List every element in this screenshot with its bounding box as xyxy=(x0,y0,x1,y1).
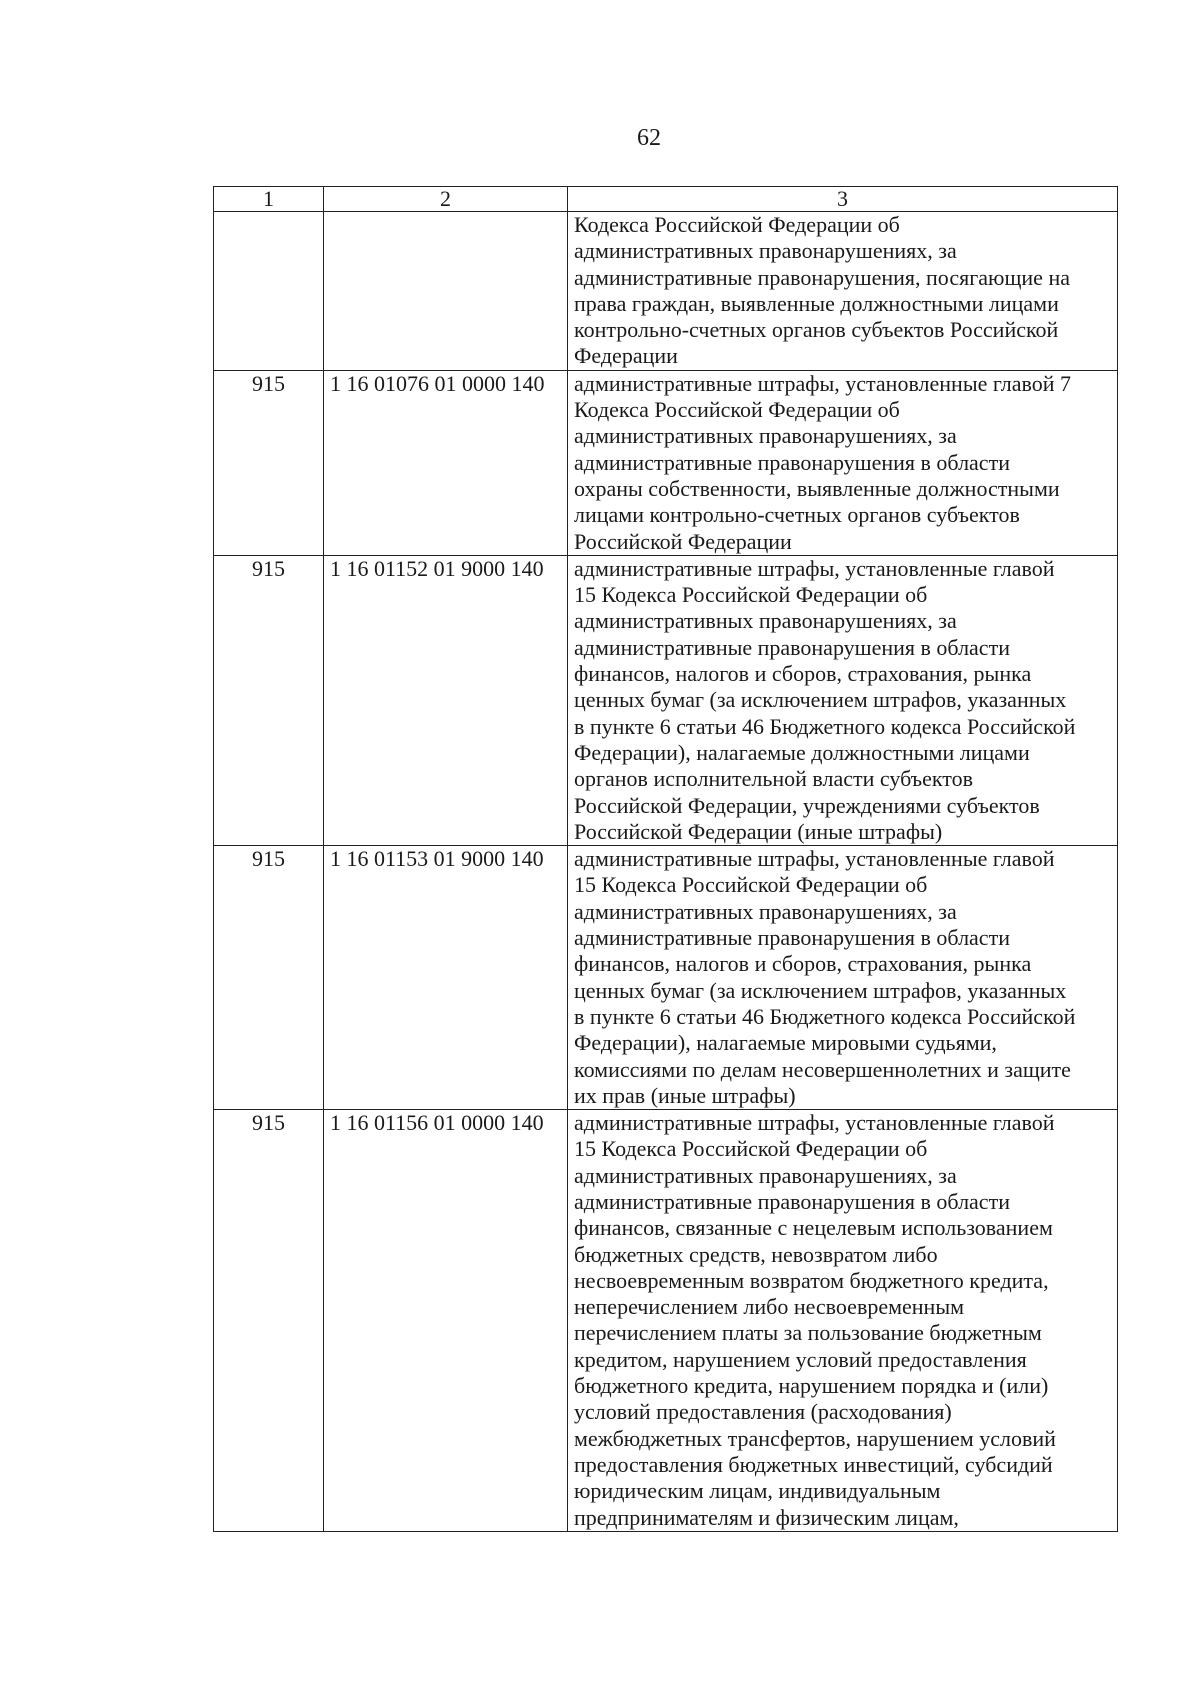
description-line: административные правонарушения в области xyxy=(574,449,1010,475)
revenue-codes-table xyxy=(213,186,1118,1532)
table-row xyxy=(214,1110,1118,1532)
description-cell xyxy=(568,846,1118,1110)
description-line: административные правонарушения в области xyxy=(574,634,1010,660)
description-line: предпринимателям и физическим лицам, xyxy=(574,1504,959,1530)
description-line: в пункте 6 статьи 46 Бюджетного кодекса Российской xyxy=(574,1003,1076,1029)
description-line: административные правонарушения в области xyxy=(574,1188,1010,1214)
page-number: 62 xyxy=(637,125,661,151)
description-line: лицами контрольно-счетных органов субъектов xyxy=(574,502,1020,528)
description-line: контрольно-счетных органов субъектов Российской xyxy=(574,317,1059,343)
description-line: административные штрафы, установленные главой 7 xyxy=(574,370,1072,396)
description-line: бюджетного кредита, нарушением порядка и (или) xyxy=(574,1373,1049,1399)
description-line: кредитом, нарушением условий предоставления xyxy=(574,1346,1027,1372)
description-line: Российской Федерации xyxy=(574,528,792,554)
description-line: Российской Федерации (иные штрафы) xyxy=(574,818,943,844)
description-line: административных правонарушениях, за xyxy=(574,1162,957,1188)
description-line: юридическим лицам, индивидуальным xyxy=(574,1478,941,1504)
description-line: финансов, налогов и сборов, страхования, рынка xyxy=(574,661,1032,687)
admin-code-cell: 915 xyxy=(214,555,324,845)
description-line: Российской Федерации, учреждениями субъектов xyxy=(574,792,1040,818)
description-line: 15 Кодекса Российской Федерации об xyxy=(574,872,928,898)
description-line: несвоевременным возвратом бюджетного кредита, xyxy=(574,1267,1049,1293)
table-row xyxy=(214,212,1118,371)
revenue-code-cell: 1 16 01153 01 9000 140 xyxy=(324,846,568,1110)
description-line: административных правонарушениях, за xyxy=(574,238,957,264)
admin-code-cell: 915 xyxy=(214,370,324,555)
description-line: 15 Кодекса Российской Федерации об xyxy=(574,582,928,608)
admin-code-cell xyxy=(214,212,324,371)
revenue-code-cell: 1 16 01152 01 9000 140 xyxy=(324,555,568,845)
description-line: права граждан, выявленные должностными лицами xyxy=(574,290,1059,316)
description-line: комиссиями по делам несовершеннолетних и защите xyxy=(574,1056,1071,1082)
description-line: неперечислением либо несвоевременным xyxy=(574,1294,965,1320)
description-line: административных правонарушениях, за xyxy=(574,898,957,924)
description-line: Кодекса Российской Федерации об xyxy=(574,212,900,237)
revenue-code-cell: 1 16 01156 01 0000 140 xyxy=(324,1110,568,1532)
table-row xyxy=(214,370,1118,555)
description-line: предоставления бюджетных инвестиций, субсидий xyxy=(574,1451,1053,1477)
description-line: административных правонарушениях, за xyxy=(574,608,957,634)
description-line: финансов, налогов и сборов, страхования, рынка xyxy=(574,951,1032,977)
description-cell xyxy=(568,555,1118,845)
column-header-3: 3 xyxy=(568,187,1118,212)
table-body xyxy=(214,212,1118,1532)
table-row xyxy=(214,846,1118,1110)
revenue-code-cell: 1 16 01076 01 0000 140 xyxy=(324,370,568,555)
description-line: Федерации xyxy=(574,343,678,369)
description-line: условий предоставления (расходования) xyxy=(574,1399,952,1425)
revenue-code-cell xyxy=(324,212,568,371)
description-cell xyxy=(568,212,1118,371)
description-line: административных правонарушениях, за xyxy=(574,423,957,449)
description-line: органов исполнительной власти субъектов xyxy=(574,766,974,792)
admin-code-cell: 915 xyxy=(214,1110,324,1532)
description-line: административные штрафы, установленные главой xyxy=(574,846,1055,872)
description-line: административные штрафы, установленные главой xyxy=(574,555,1055,581)
description-line: Кодекса Российской Федерации об xyxy=(574,397,900,423)
header-row xyxy=(214,187,1118,212)
description-line: финансов, связанные с нецелевым использованием xyxy=(574,1215,1053,1241)
description-line: административные штрафы, установленные главой xyxy=(574,1110,1055,1136)
table-row xyxy=(214,555,1118,845)
description-line: ценных бумаг (за исключением штрафов, указанных xyxy=(574,687,1067,713)
description-line: Федерации), налагаемые мировыми судьями, xyxy=(574,1030,997,1056)
description-cell xyxy=(568,1110,1118,1532)
description-line: перечислением платы за пользование бюджетным xyxy=(574,1320,1042,1346)
admin-code-cell: 915 xyxy=(214,846,324,1110)
description-line: бюджетных средств, невозвратом либо xyxy=(574,1241,938,1267)
table-header xyxy=(214,187,1118,212)
description-line: их прав (иные штрафы) xyxy=(574,1082,796,1108)
description-line: Федерации), налагаемые должностными лицами xyxy=(574,739,1030,765)
description-cell xyxy=(568,370,1118,555)
description-line: охраны собственности, выявленные должностными xyxy=(574,475,1060,501)
description-line: ценных бумаг (за исключением штрафов, указанных xyxy=(574,977,1067,1003)
description-line: административные правонарушения, посягающие на xyxy=(574,264,1070,290)
description-line: в пункте 6 статьи 46 Бюджетного кодекса Российской xyxy=(574,713,1076,739)
description-line: административные правонарушения в области xyxy=(574,925,1010,951)
description-line: 15 Кодекса Российской Федерации об xyxy=(574,1136,928,1162)
column-header-1: 1 xyxy=(214,187,324,212)
column-header-2: 2 xyxy=(324,187,568,212)
description-line: межбюджетных трансфертов, нарушением условий xyxy=(574,1425,1056,1451)
